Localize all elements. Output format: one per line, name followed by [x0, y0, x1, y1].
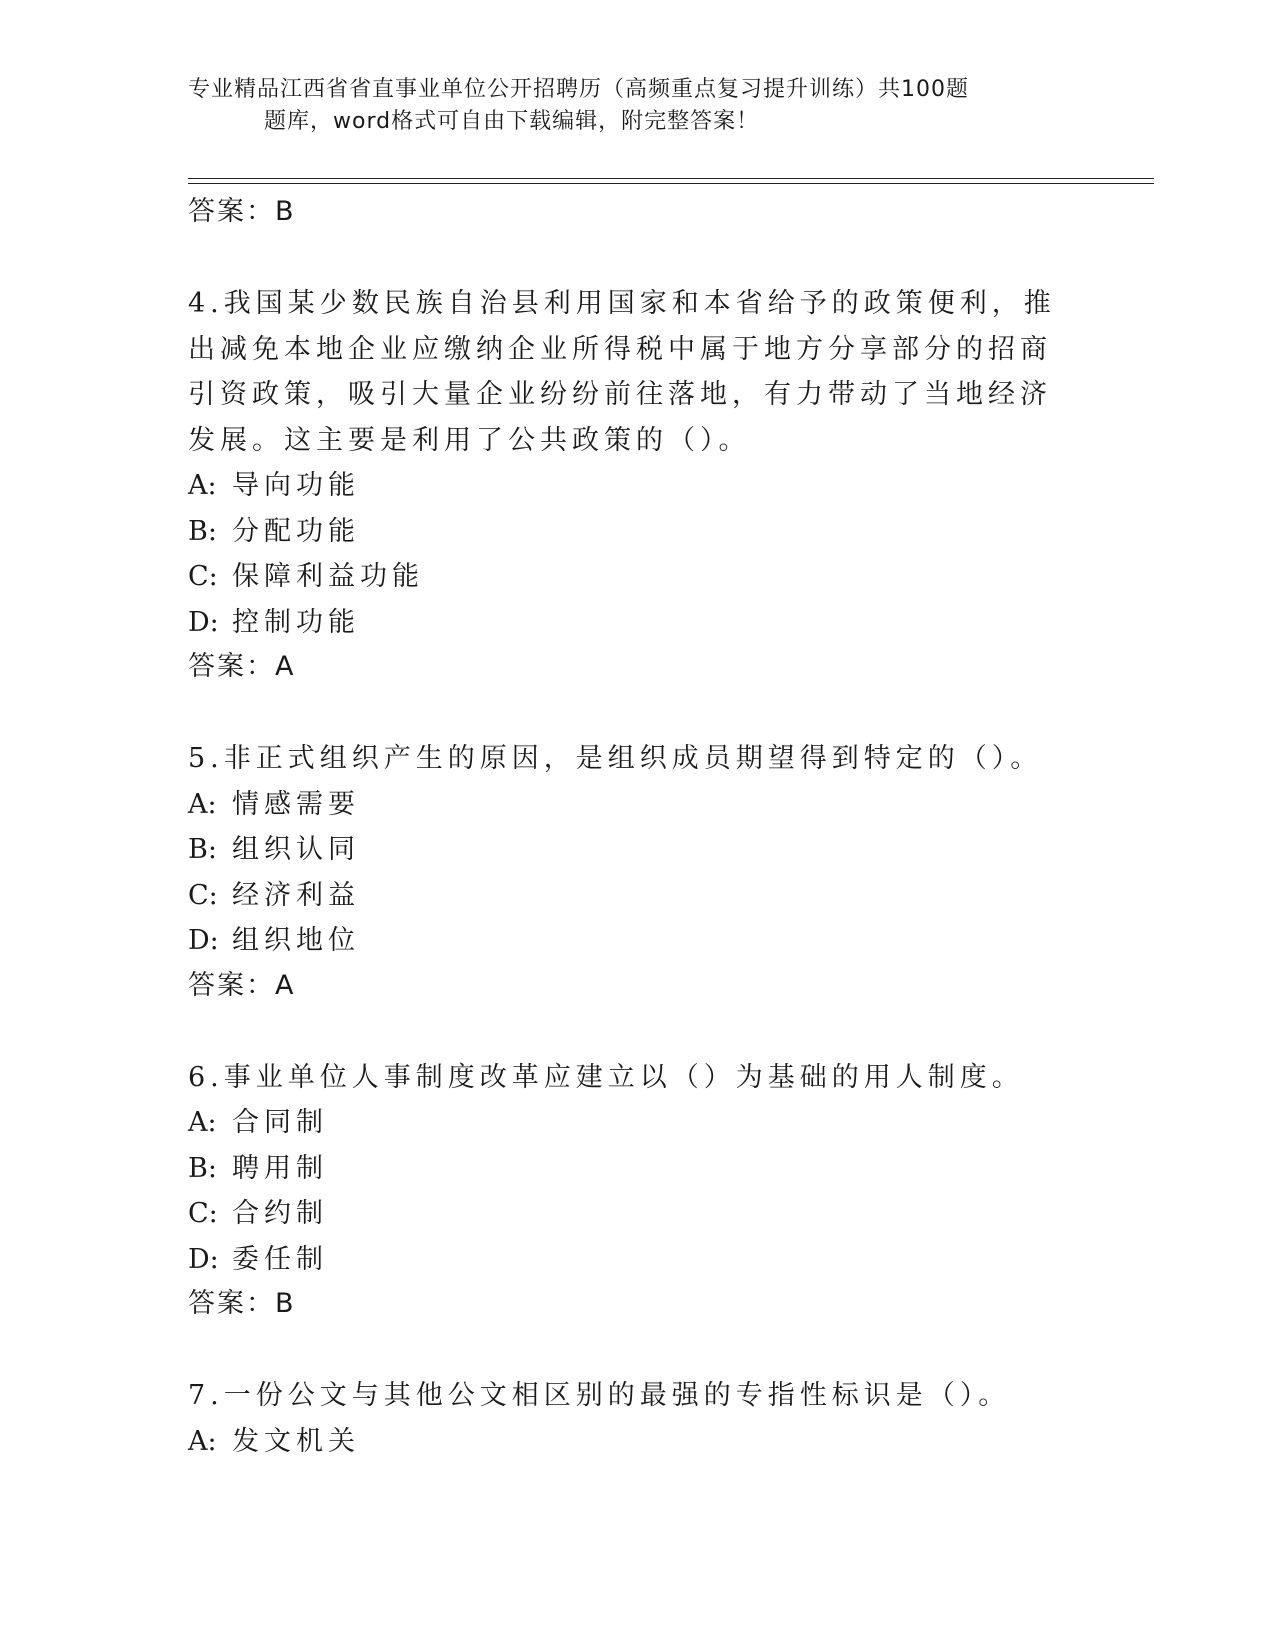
option-letter: D: [188, 925, 219, 956]
answer-value: A [275, 651, 296, 682]
option-letter: D: [188, 606, 219, 638]
header-title-line2: 题库，word格式可自由下载编辑，附完整答案！ [264, 109, 760, 134]
option-text: 组织认同 [232, 834, 360, 865]
option-letter: C: [188, 879, 218, 911]
option-text: 委任制 [232, 1243, 328, 1275]
option-c [188, 554, 1068, 600]
answer-line [188, 964, 1068, 1008]
question-stem: 4.我国某少数民族自治县利用国家和本省给予的政策便利，推出减免本地企业应缴纳企业所得税中属于地方分享部分的招商引资政策，吸引大量企业纷纷前往落地，有力带动了当地经济发展。这主要是利用了公共政策的（）。 [188, 288, 1056, 456]
option-text: 组织地位 [232, 925, 360, 956]
answer-label: 答案： [188, 196, 275, 227]
option-text: 保障利益功能 [232, 561, 424, 592]
answer-label: 答案： [188, 651, 275, 682]
question-stem: 5.非正式组织产生的原因，是组织成员期望得到特定的（）。 [188, 743, 1043, 774]
option-text: 合约制 [232, 1198, 328, 1229]
option-letter: C: [188, 561, 218, 592]
header-title-line1: 专业精品江西省省直事业单位公开招聘历（高频重点复习提升训练）共100题 [188, 77, 969, 102]
option-letter: A: [188, 1107, 217, 1138]
question-stem: 7.一份公文与其他公文相区别的最强的专指性标识是（）。 [188, 1380, 1011, 1411]
answer-label: 答案： [188, 969, 275, 1001]
option-letter: C: [188, 1198, 218, 1229]
question-block [188, 736, 1068, 1008]
option-text: 分配功能 [232, 515, 360, 547]
option-text: 导向功能 [232, 470, 360, 501]
question-block [188, 1373, 1068, 1464]
option-text: 情感需要 [232, 788, 360, 820]
option-a [188, 1100, 1068, 1146]
question-stem: 6.事业单位人事制度改革应建立以（）为基础的用人制度。 [188, 1061, 1024, 1093]
answer-value: B [275, 1288, 296, 1319]
question-block [188, 281, 1068, 689]
option-c [188, 1191, 1068, 1237]
answer-line [188, 190, 1068, 234]
question-list [188, 190, 1068, 1464]
option-a [188, 463, 1068, 509]
option-d [188, 600, 1068, 646]
option-b [188, 1146, 1068, 1192]
header-divider-top [188, 178, 1154, 179]
option-text: 聘用制 [232, 1152, 328, 1184]
header-divider-bottom [188, 183, 1154, 184]
question-block [188, 1055, 1068, 1327]
option-text: 控制功能 [232, 606, 360, 638]
option-text: 经济利益 [232, 879, 360, 911]
answer-value: A [275, 969, 296, 1001]
answer-value: B [275, 196, 296, 227]
option-letter: A: [188, 470, 217, 501]
option-letter: B: [188, 515, 217, 547]
option-letter: B: [188, 1152, 217, 1184]
option-c [188, 873, 1068, 919]
option-text: 发文机关 [232, 1425, 360, 1457]
page-header [188, 74, 1068, 138]
option-a [188, 1419, 1068, 1465]
answer-line [188, 645, 1068, 689]
option-a [188, 782, 1068, 828]
option-b [188, 827, 1068, 873]
answer-line [188, 1282, 1068, 1326]
answer-label: 答案： [188, 1288, 275, 1319]
option-letter: A: [188, 788, 217, 820]
option-text: 合同制 [232, 1107, 328, 1138]
option-letter: D: [188, 1243, 219, 1275]
option-letter: B: [188, 834, 217, 865]
option-letter: A: [188, 1425, 217, 1457]
option-d [188, 1237, 1068, 1283]
option-d [188, 918, 1068, 964]
option-b [188, 509, 1068, 555]
